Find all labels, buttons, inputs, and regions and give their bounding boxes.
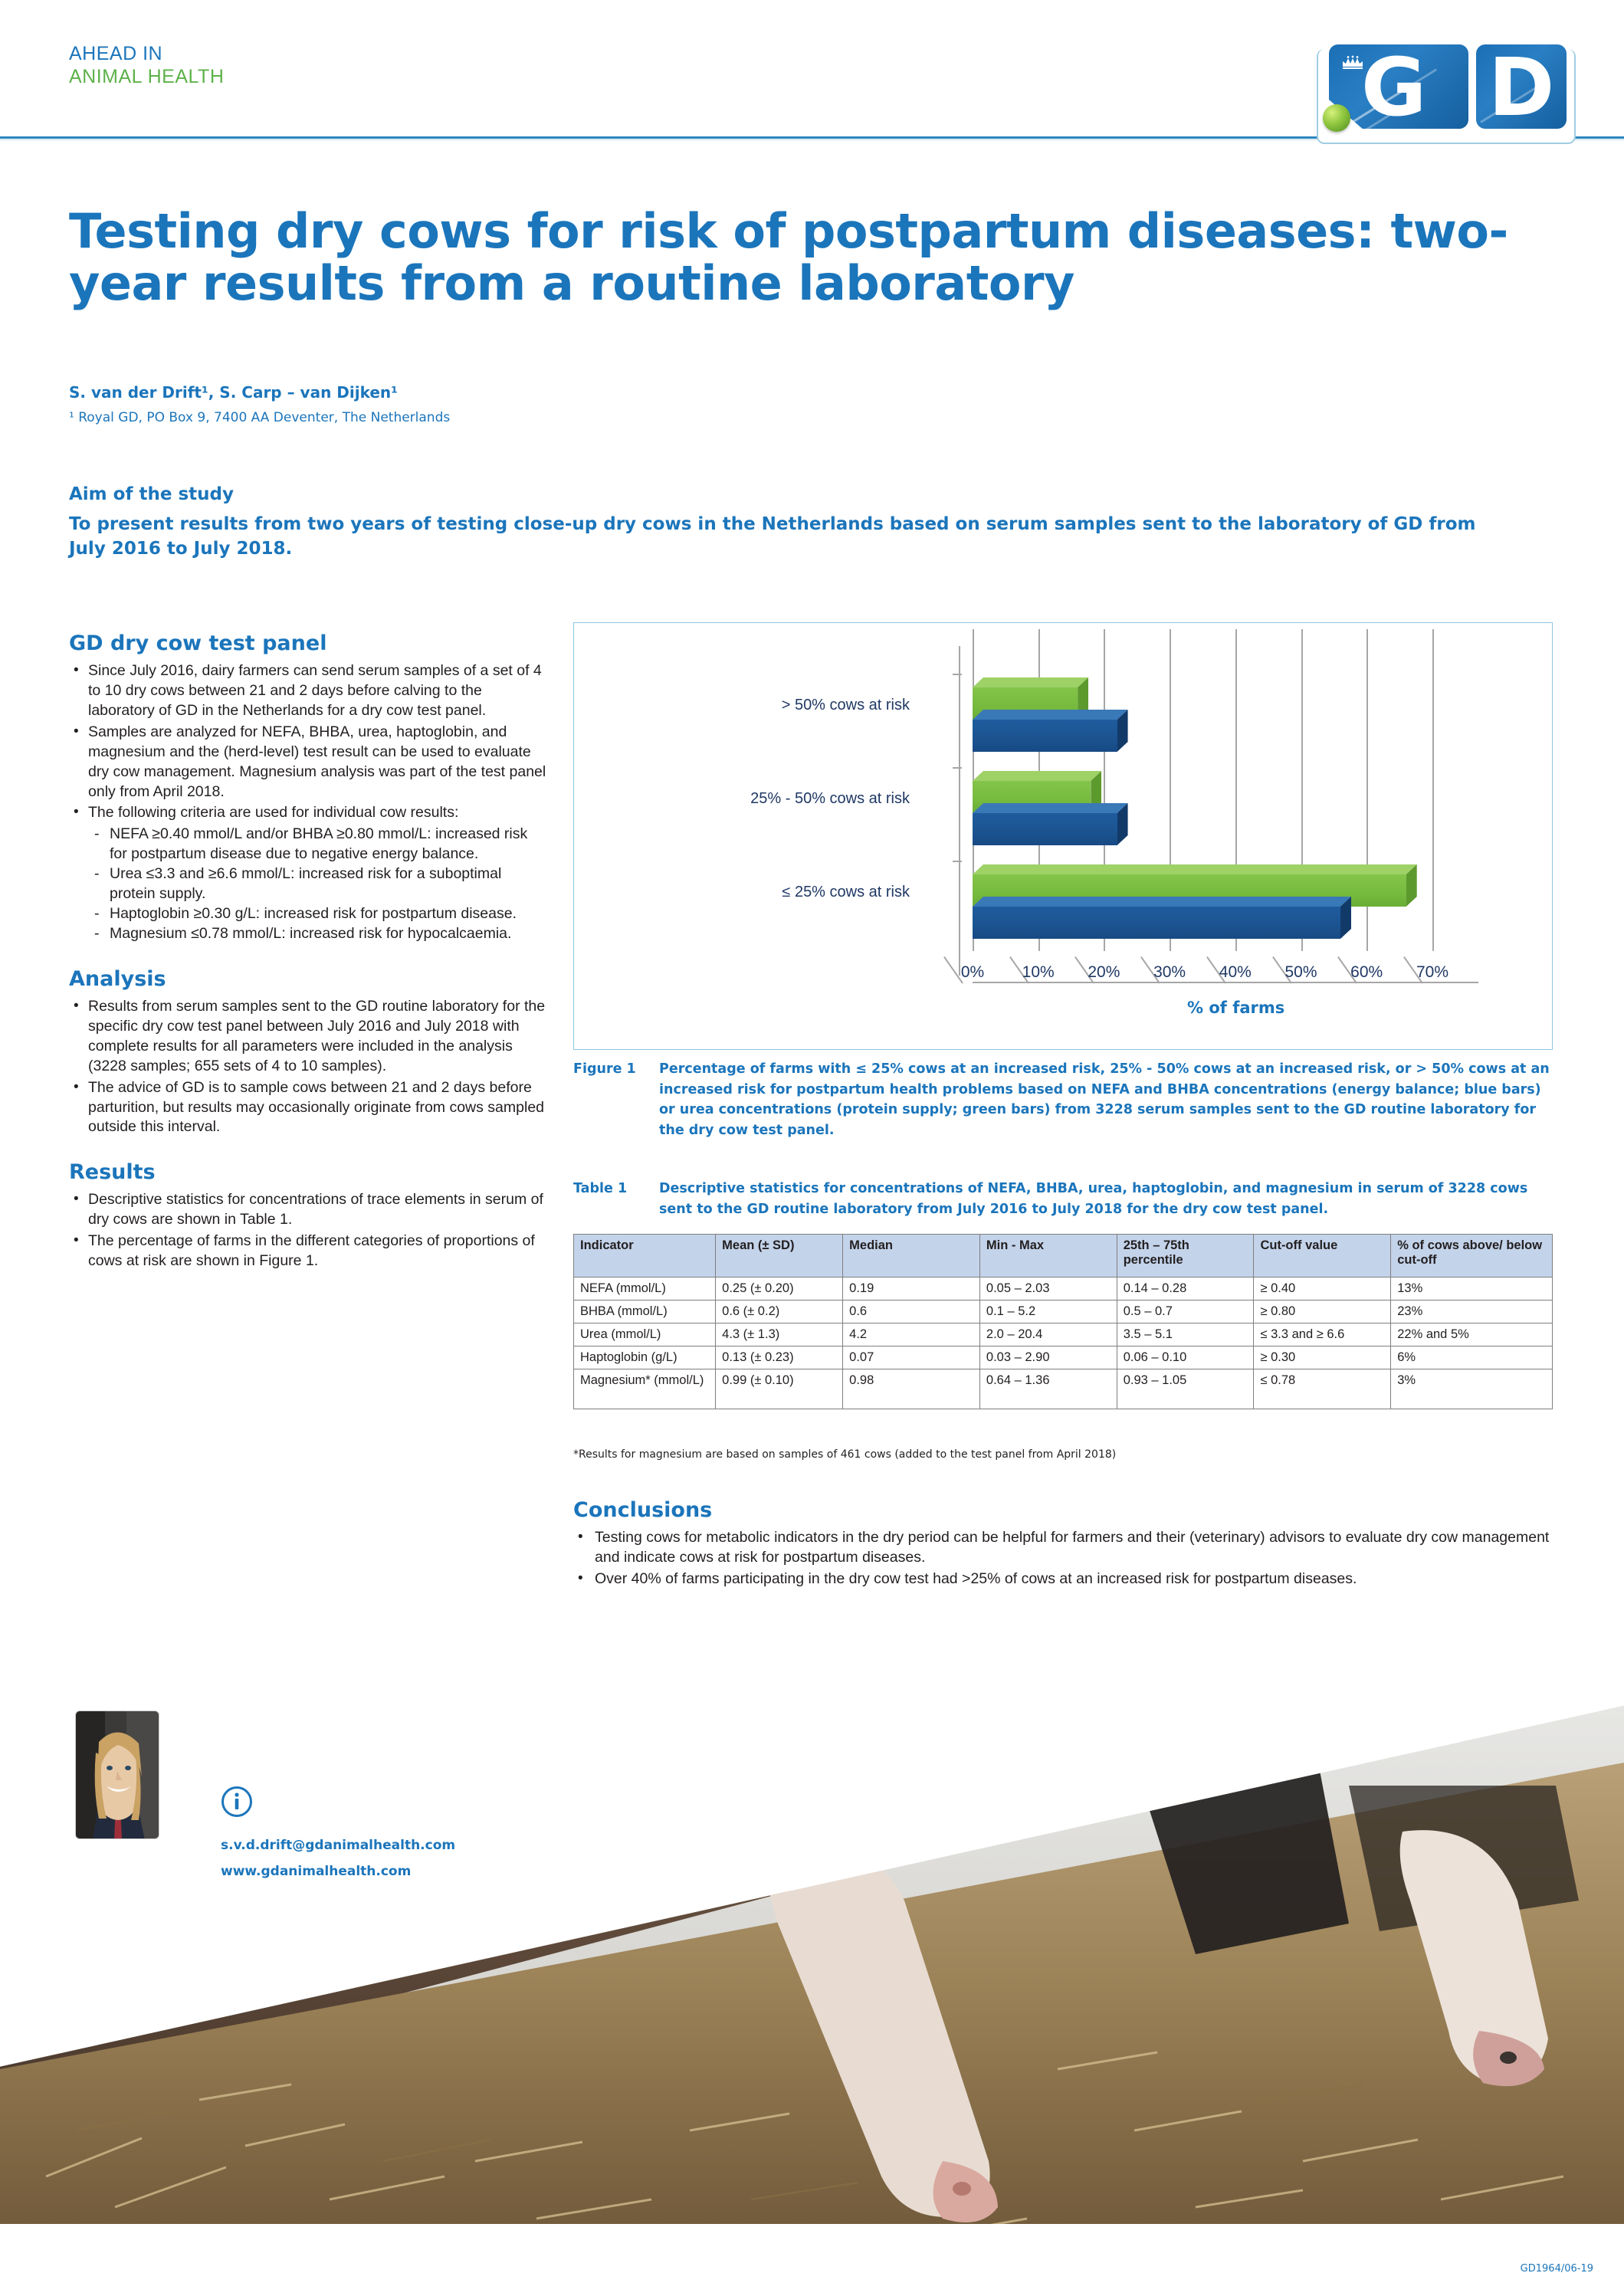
table-cell: 0.64 – 1.36 <box>979 1369 1117 1409</box>
table-row <box>574 1323 1553 1346</box>
gd-logo-letter-d: D <box>1488 44 1555 129</box>
section-heading-panel: GD dry cow test panel <box>69 631 327 655</box>
chart-bar-blue-1 <box>973 813 1128 845</box>
affiliation: ¹ Royal GD, PO Box 9, 7400 AA Deventer, The Netherlands <box>69 410 451 425</box>
chart-x-tick-label: 60% <box>1350 963 1383 981</box>
portrait-illustration <box>76 1711 159 1839</box>
figure-caption-text: Percentage of farms with ≤ 25% cows at an increased risk, 25% - 50% cows at an increased risk, or > 50% cows at an increased risk for postpartum health problems based on NEFA and BHBA concentrations (energy balance; blue bars) or urea concentrations (protein supply; green bars) from 3228 serum samples sent to the GD routine laboratory for the dry cow test panel. <box>659 1061 1550 1138</box>
table-cell: 0.6 <box>843 1301 980 1323</box>
table-cell: 0.19 <box>843 1278 980 1301</box>
contact-website[interactable]: www.gdanimalhealth.com <box>221 1864 412 1879</box>
table-column-header: Cut-off value <box>1254 1235 1391 1278</box>
chart-x-tick-label: 0% <box>960 963 985 981</box>
figure-caption <box>573 1059 1553 1140</box>
chart-inner <box>574 623 1552 1049</box>
section-heading-conclusions: Conclusions <box>573 1498 713 1522</box>
table-cell: 22% and 5% <box>1391 1323 1553 1346</box>
chart-x-tick-label: 30% <box>1153 963 1186 981</box>
panel-bullet-list <box>69 661 547 944</box>
document-code: GD1964/06-19 <box>1520 2263 1593 2275</box>
table-cell: 0.07 <box>843 1346 980 1369</box>
table-cell: BHBA (mmol/L) <box>574 1301 716 1323</box>
table-cell: 0.25 (± 0.20) <box>716 1278 843 1301</box>
chart-x-tick-label: 40% <box>1219 963 1252 981</box>
table-header-row <box>574 1235 1553 1278</box>
table-cell: Haptoglobin (g/L) <box>574 1346 716 1369</box>
section-heading-analysis: Analysis <box>69 966 166 991</box>
gd-logo <box>1329 44 1567 133</box>
section-heading-results: Results <box>69 1160 156 1185</box>
author-list: S. van der Drift¹, S. Carp – van Dijken¹ <box>69 383 398 402</box>
gd-logo-tile-d <box>1476 44 1567 129</box>
chart-y-tick <box>953 674 962 675</box>
table-cell: 4.2 <box>843 1323 980 1346</box>
list-item: - Haptoglobin ≥0.30 g/L: increased risk for postpartum disease. <box>88 904 547 924</box>
table-cell: ≥ 0.40 <box>1254 1278 1391 1301</box>
list-item: • Testing cows for metabolic indicators in the dry period can be helpful for farmers and their (veterinary) advisors to evaluate dry cow management and indicate cows at risk for postpartum diseases. <box>573 1528 1553 1568</box>
table-cell: 3.5 – 5.1 <box>1117 1323 1254 1346</box>
list-item <box>69 803 547 943</box>
header-tagline <box>69 43 224 88</box>
table-cell: 6% <box>1391 1346 1553 1369</box>
conclusions-section <box>573 1498 1553 1591</box>
poster-title: Testing dry cows for risk of postpartum diseases: two-year results from a routine laboratory <box>69 203 1508 312</box>
table-cell: Urea (mmol/L) <box>574 1323 716 1346</box>
table-cell: 13% <box>1391 1278 1553 1301</box>
table-cell: 0.98 <box>843 1369 980 1409</box>
table-column-header: 25th – 75th percentile <box>1117 1235 1254 1278</box>
author-portrait-photo <box>75 1711 159 1839</box>
chart-category-label-0: > 50% cows at risk <box>781 697 910 713</box>
chart-category-label-2: ≤ 25% cows at risk <box>782 884 910 900</box>
table-cell: 0.99 (± 0.10) <box>716 1369 843 1409</box>
gd-logo-green-sphere <box>1323 104 1350 132</box>
tagline-line-2: ANIMAL HEALTH <box>69 65 225 87</box>
cows-feeding-photo <box>0 1671 1624 2253</box>
list-item: • Since July 2016, dairy farmers can send serum samples of a set of 4 to 10 dry cows between 21 and 2 days before calving to the laboratory of GD in the Netherlands for a dry cow test panel. <box>69 661 547 721</box>
chart-x-axis-title: % of farms <box>1187 999 1285 1017</box>
table-cell: ≥ 0.30 <box>1254 1346 1391 1369</box>
table-row <box>574 1369 1553 1409</box>
chart-bar-blue-0 <box>973 720 1128 752</box>
table-cell: 3% <box>1391 1369 1553 1409</box>
list-item: • Results from serum samples sent to the GD routine laboratory for the specific dry cow test panel between July 2016 and July 2018 with complete results for all parameters were included in the analysis (3228 samples; 655 sets of 4 to 10 samples). <box>69 997 547 1077</box>
list-item: - Urea ≤3.3 and ≥6.6 mmol/L: increased risk for a suboptimal protein supply. <box>88 864 547 904</box>
tagline-line-1: AHEAD IN <box>69 43 163 64</box>
figure-caption-label: Figure 1 <box>573 1061 636 1077</box>
criteria-list <box>88 825 547 944</box>
table-column-header: Median <box>843 1235 980 1278</box>
chart-y-axis <box>959 646 960 976</box>
list-item-label: The following criteria are used for individual cow results: <box>88 804 459 822</box>
aim-heading: Aim of the study <box>69 484 234 504</box>
table-column-header: Mean (± SD) <box>716 1235 843 1278</box>
table-row <box>574 1346 1553 1369</box>
table-cell: Magnesium* (mmol/L) <box>574 1369 716 1409</box>
table-caption-text: Descriptive statistics for concentrations of NEFA, BHBA, urea, haptoglobin, and magnesium in serum of 3228 cows sent to the GD routine laboratory from July 2016 to July 2018 for the dry cow test panel. <box>659 1181 1528 1217</box>
list-item: • The percentage of farms in the different categories of proportions of cows at risk are shown in Figure 1. <box>69 1232 547 1271</box>
table-cell: ≥ 0.80 <box>1254 1301 1391 1323</box>
table-head <box>574 1235 1553 1278</box>
gd-logo-letter-g: G <box>1361 44 1427 129</box>
list-item: • Descriptive statistics for concentrations of trace elements in serum of dry cows are shown in Table 1. <box>69 1190 547 1230</box>
chart-bar-blue-2 <box>973 907 1351 939</box>
descriptive-statistics-table <box>573 1234 1553 1409</box>
cows-feeding-illustration <box>0 1671 1624 2253</box>
chart-y-tick <box>953 767 962 769</box>
table-cell: 0.13 (± 0.23) <box>716 1346 843 1369</box>
table-row <box>574 1301 1553 1323</box>
table-cell: NEFA (mmol/L) <box>574 1278 716 1301</box>
list-item: • Over 40% of farms participating in the dry cow test had >25% of cows at an increased risk for postpartum diseases. <box>573 1569 1553 1589</box>
table-footnote: *Results for magnesium are based on samples of 461 cows (added to the test panel from April 2018) <box>573 1448 1117 1461</box>
chart-category-label-1: 25% - 50% cows at risk <box>750 790 910 807</box>
list-item: • Samples are analyzed for NEFA, BHBA, urea, haptoglobin, and magnesium and the (herd-level) test result can be used to evaluate dry cow management. Magnesium analysis was part of the test panel only from April 2018. <box>69 723 547 802</box>
chart-y-tick <box>953 861 962 862</box>
table-cell: 0.5 – 0.7 <box>1117 1301 1254 1323</box>
table-row <box>574 1278 1553 1301</box>
table-cell: 23% <box>1391 1301 1553 1323</box>
list-item: - Magnesium ≤0.78 mmol/L: increased risk for hypocalcaemia. <box>88 924 547 944</box>
chart-x-tick-label: 20% <box>1088 963 1120 981</box>
contact-email[interactable]: s.v.d.drift@gdanimalhealth.com <box>221 1838 456 1853</box>
table-cell: 2.0 – 20.4 <box>979 1323 1117 1346</box>
table-cell: ≤ 3.3 and ≥ 6.6 <box>1254 1323 1391 1346</box>
conclusions-bullet-list <box>573 1528 1553 1589</box>
table-cell: 0.1 – 5.2 <box>979 1301 1117 1323</box>
chart-plot-area <box>960 652 1463 981</box>
figure-1-chart <box>573 622 1553 1050</box>
table-cell: 0.06 – 0.10 <box>1117 1346 1254 1369</box>
left-column <box>69 631 547 1273</box>
analysis-bullet-list <box>69 997 547 1137</box>
table-cell: 0.05 – 2.03 <box>979 1278 1117 1301</box>
chart-gridline <box>1432 629 1434 951</box>
chart-x-tick-label: 50% <box>1284 963 1317 981</box>
chart-x-tick-label: 10% <box>1022 963 1055 981</box>
table-body <box>574 1278 1553 1409</box>
table-cell: 4.3 (± 1.3) <box>716 1323 843 1346</box>
table-caption-label: Table 1 <box>573 1181 628 1196</box>
table-cell: ≤ 0.78 <box>1254 1369 1391 1409</box>
table-column-header: Indicator <box>574 1235 716 1278</box>
results-bullet-list <box>69 1190 547 1271</box>
table-caption <box>573 1179 1553 1219</box>
list-item: - NEFA ≥0.40 mmol/L and/or BHBA ≥0.80 mmol/L: increased risk for postpartum disease due to negative energy balance. <box>88 825 547 864</box>
list-item: • The advice of GD is to sample cows between 21 and 2 days before parturition, but results may occasionally originate from cows sampled outside this interval. <box>69 1078 547 1138</box>
chart-x-tick-label: 70% <box>1416 963 1449 981</box>
info-icon <box>221 1786 253 1818</box>
table-cell: 0.03 – 2.90 <box>979 1346 1117 1369</box>
table-cell: 0.6 (± 0.2) <box>716 1301 843 1323</box>
aim-body: To present results from two years of testing close-up dry cows in the Netherlands based on serum samples sent to the laboratory of GD from July 2016 to July 2018. <box>69 514 1476 559</box>
table-cell: 0.14 – 0.28 <box>1117 1278 1254 1301</box>
table-cell: 0.93 – 1.05 <box>1117 1369 1254 1409</box>
table-column-header: % of cows above/ below cut-off <box>1391 1235 1553 1278</box>
table-column-header: Min - Max <box>979 1235 1117 1278</box>
